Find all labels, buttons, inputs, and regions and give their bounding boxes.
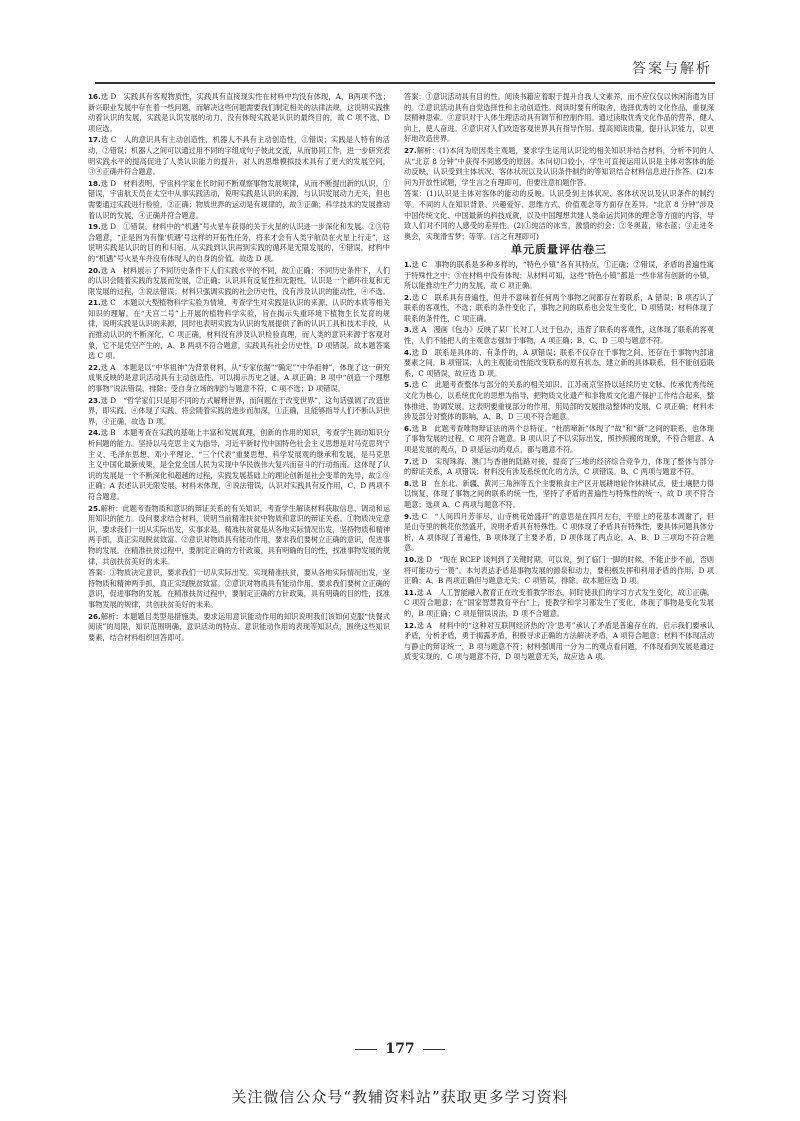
answer-item [404,260,714,292]
item-text: 答案：①意识活动具有目的性。阅读书籍应着眼于提升自我人文素养，而不应仅仅以休闲消遣为目的。②意识活动具有自觉选择性和主动创造性。阅读时要有所取舍，选择优秀的文化作品，重视深层精神思索。③意识对于人体生理活动具有调节和控制作用。通过读取优秀文化作品的营养，健人向上，使人奋进。④意识对人们改造客观世界具有指导作用。提高阅读质量，提升认识能力，以更好地改造世界。 [404,92,714,144]
answer-item [88,179,390,221]
item-number: 24. [88,428,101,438]
item-number: 7. [404,456,412,466]
answer-item [88,222,390,264]
item-text: 选 C 人的意识具有主动创造性，机器人不具有主动创造性，①错误；实践是人特有的活动，②错误；机器人之间可以通过用不同的字组成句子彼此交流，从而协同工作，进一步研究表明实践水平的提高促进了人类认识能力的提升，对人的思维模拟技术具有了更大的发展空间，③④正确并符合题意。 [88,135,390,177]
answer-item [404,424,714,456]
answer-item [404,457,714,478]
page-number-value: 177 [385,1041,415,1057]
answer-item [88,266,390,298]
item-number: 26. [88,611,101,621]
answer-item [88,396,390,428]
item-text: 解析：此题考查物质和意识的辩证关系的有关知识，考查学生解读材料获取信息、调动和运用知识的能力。设问要求结合材料，说明当前精准扶贫中物质和意识的辩证关系。①物质决定意识，要求我们一切从实际出发，实事求是。精准扶贫就是从各地实际情况出发，坚持物质和精神两手抓，真正实现脱贫致富。②意识对物质具有能动作用，要求我们要树立正确的意识，促进事物的发展。在精准扶贫过程中，要制定正确的方针政策，具有明确的目的性，找准事物发展的规律，共创扶贫美好的未来。 [88,503,390,566]
item-number: 25. [88,503,101,513]
item-text: 选 D 材料表明，宇宙科学家在长时间不断观察事物发展规律，从而不断提出新的认识。①错误，宇宙航天员在太空中从事实践活动，说明实践是认识的来源，与认识发展动力无关，但也需要通过实践进行检验，②正确；物质世界的运动是有规律的，故③正确；科学技术的发展推动着认识的发展，④正确并符合题意。 [88,178,390,220]
answer-item [404,512,714,554]
item-text: 选 B 本题考查在实践的基础上丰富和发展真理，创新的作用的知识，考查学生调动知识分析问题的能力。坚持以马克思主义为指导，习近平新时代中国特色社会主义思想是对马克思列宁主义、毛泽东思想、邓小平理论、“三个代表”重要思想、科学发展观的继承和发展，是马克思主义中国化最新成果，是全党全国人民为实现中华民族伟大复兴而奋斗的行动指南。这体现了认识的发展是一个不断深化和超越的过程，实践发展基础上的理论创新是社会变革的先导，故②③正确；A 表述认识无限发展，材料未体现，④说法错误，认识对实践具有反作用，C、D 两项不符合题意。 [88,428,390,501]
section-title: 单元质量评估卷三 [511,243,607,257]
item-text: 解析：(1)本问为原因类主观题，要求学生运用认识论的相关知识并结合材料，分析不同的人从“北京 8 分钟”中获得不同感受的原因。本问切口较小，学生可直接运用认识是主体对客体的能动反映、认识受到主体状况、客体状况以及认识条件制约的等知识结合材料信息进行作答。(2)本问为开放性试题，学生言之有理即可，但要注意扣题作答。 [404,145,714,187]
answer-item [404,92,714,145]
answer-item [404,348,714,380]
item-text: 选 D “哲学家们只是用不同的方式解释世界，而问题在于改变世界”，这句话强调了改造世界，即实践，④体现了实践、将会随着实践的进步而加深，①正确，且能够指导人们不断认识世界，④正确，故选 D 项。 [88,395,390,426]
item-number: 18. [88,178,101,188]
answer-item [88,135,390,177]
item-text: 选 D 实践具有客观物质性，实践具有直接现实性在材料中均没有体现，A、B两项不选；新兴职业发展中存在着一些问题，而解决这些问题需要我们制定相关的法律法规，这说明实践推动着认识的发展，实践是认识发展的动力，没有体现实践是认识的最终目的，故 C 项不选，D 项应选。 [88,92,390,133]
item-text: 选 B 在东北、新疆、黄河三角洲等五个主要粮食主产区开展耕地轮作休耕试点，使土壤肥力得以恢复，体现了事物之间的联系的统一性，坚持了矛盾的普遍性与特殊性的统一，故 D 项不符合题意；选项 A、C 两项与题意不符。 [404,478,714,509]
answer-item [404,293,714,325]
item-text: 选 C 此题考查整体与部分的关系的相关知识。江苏南京坚持以延续历史文脉、传承优秀传统文化为核心，以系统优化的思想为指导，把物质文化遗产和非物质文化遗产保护工作结合起来，整体推进、协调发展。这表明要重视部分的作用，用局部的发展推动整体的发展，C 项正确；材料未涉及部分对整体的影响，A、B、D 三项不符合题意。 [404,380,714,422]
item-number: 10. [404,554,417,564]
answer-item [88,612,390,644]
item-number: 21. [88,298,101,308]
item-text: 选 A 漫画《包办》反映了某厂长对工人过于包办，违背了联系的客观性，这体现了联系的客观性，人们不能把人的主观意志强加于事物，A 项正确；B、C、D 三项与题意不符。 [404,325,714,346]
item-text: 选 D “现在 RCEP 谈判到了关键时期，可以说，到了临门一脚的时候，不能止步不前，否则将可能功亏一篑”。本句表达矛盾是事物发展的源泉和动力，要积极发挥和利用矛盾的作用，D 项正确；A、B 两项正确但与题意无关；C 项错误，排除。故本题应选 D 项。 [404,554,714,586]
item-number: 3. [404,325,412,335]
item-number: 1. [404,259,412,269]
item-text: 选 C 事物的联系是多种多样的，“特色小镇”各有其特点，①正确；②错误，矛盾的普遍性寓于特殊性之中；③在材料中没有体现；从材料可知，这些“特色小镇”都是一些非常有创新的小镇，所以能推动生产力的发展，故 C 项正确。 [404,259,714,291]
item-number: 4. [404,347,412,357]
item-text: 选 A 材料展示了不同历史条件下人们实践水平的不同，故①正确；不同历史条件下，人们的认识会随着实践的发展而发展，②正确；认识具有反复性和无限性，认识是一个循环往复和无限发展的过程，③说法错误；材料只强调实践的社会历史性，没有涉及认识的能动性，④不选。 [88,265,390,296]
item-number: 22. [88,362,101,372]
item-text: 选 D 联系是具体的、有条件的，A 项错误；联系不仅存在于事物之间，还存在于事物内部诸要素之间，B 项错误；人的主观能动性能改变联系的原有状态，建立新的具体联系，但不能创造联系，C 项错误，故应选 D 项。 [404,347,714,378]
item-text: 解析：本题题目类型是措施类，要求运用意识能动作用的知识说明我们该如何克服“快餐式阅读”的局限，知识范围明确，意识活动的特点、意识能动作用的表现等知识点，围绕这些知识要素，结合材料组织回答即可。 [88,611,390,642]
right-column [404,92,714,1032]
item-number: 5. [404,380,412,390]
item-number: 8. [404,478,412,488]
item-number: 11. [404,587,417,597]
item-text: 选 A 人工智能融入教育正在改变着教学形态，同时使我们的学习方式发生变化，故①正确，C 项符合题意；在“国家智慧教育平台”上，使教学和学习都发生了变化，体现了事物是变化发展的，B 项正确；C 项是错误说法，D 项不合题意。 [404,587,714,618]
item-number: 9. [404,511,412,521]
left-column [88,92,390,1032]
item-text: 选 C “人间四月芳菲尽，山寺桃花始盛开”的意思是在四月左右，平原上的花基本凋谢了，但是山寺里的桃花依然盛开，说明矛盾具有特殊性。C 项体现了矛盾具有特殊性，要具体问题具体分析，A 项体现了普遍性，B 项体现了主要矛盾，D 项体现了两点论，A、B、D 三项均不符合题意。 [404,511,714,553]
item-text: 选 B 此题考查唯物辩证法的两个总特征。“杜鹃啼新”体现了“故”和“新”之间的联系，也体现了事物发展的过程，C 项符合题意。B 项认识了不以实际出发，照抄照搬的现象，不符合题意。A 项是发展的观点，D 项是运动的观点，都与题意不符。 [404,423,714,454]
header-divider [95,82,715,84]
item-text: 选 A 材料中的“这种对互联网经济热的‘冷’思考”承认了矛盾是普遍存在的，启示我们要承认矛盾，分析矛盾，勇于揭露矛盾，积极寻求正确的方法解决矛盾，A 项符合题意；材料不体现活动与静止的辩证统一，B 项与题意不符；材料强调用一分为二的观点看问题，不体现看到发展是通过质变实现的，C 项与题意不符，D 项与题意无关，故应选 A 项。 [404,620,714,662]
answer-item [404,146,714,188]
item-text: 选 D 实现珠海、澳门与香港的陆路对接，提高了三地的经济综合竞争力，体现了整体与部分的辩证关系，A 项错误；材料没有涉及系统优化的方法，C 项错误。B、C 两项与题意不符。 [404,456,714,477]
item-text: 选 D ①错误，材料中的“机遇”号火星车获得的关于火星的认识进一步深化和发展。②③符合题意，“正是因为有像‘机遇’号这样的开拓性任务，将来才会有人类宇航员在火星上行走”，这说明实践是认识的目的和归宿，从实践到认识再到实践的循环是无限发展的，④错误，材料中的“机遇”号火星车并没有体现人的自身的价值。故选 D 项。 [88,222,390,263]
answer-item [88,298,390,362]
answer-item [404,380,714,422]
answer-item [88,568,390,610]
answer-item [88,92,390,134]
answer-item [404,555,714,587]
answer-item [88,428,390,502]
item-number: 19. [88,222,101,232]
item-text: 选 C 联系具有普遍性，但并不意味着任何两个事物之间都存在着联系，A 错误；B 项否认了联系的客观性，不选；联系的条件变化了，事物之间的联系也会发生变化，D 项错误；材料体现了联系的条件性，C 项正确。 [404,292,714,323]
item-number: 20. [88,265,101,275]
answer-item [88,363,390,395]
item-text: 选 A 本题是以“中华祖神”为背景材料，从“专家依据”“确定”“中华祖神”，体现了这一研究成果反映的是意识活动具有主动创造性，可以揭示历史之谜，A 项正确；B 项中“创造一个理想的事物”说法错误，排除；受自身立场的制约与题意不符，C 项不选；D 项错误。 [88,362,390,394]
answer-item [88,504,390,568]
answer-item [404,621,714,663]
header-title: 答案与解析 [632,61,712,77]
answer-item [404,479,714,511]
footer-note: 关注微信公众号“教辅资料站”获取更多学习资料 [231,1088,569,1106]
item-number: 16. [88,92,101,101]
item-number: 2. [404,292,412,302]
item-number: 27. [404,145,417,155]
item-number: 23. [88,395,101,405]
item-text: 选 C 本题以大型植物科学实验为情境，考查学生对实践是认识的来源、认识的本质等相关知识的理解。在“天宫二号”上开展的植物科学实验，旨在揭示失重环境下植物生长发育的规律，说明实践是认识的来源，同时也表明实践为认识的发展提供了新的认识工具和技术手段，从而推动认识的不断深化，C 项正确，材料没有涉及认识检验真理，而人类的意识来源于客观对象，它不是凭空产生的，A、B 两项不符合题意，实践具有社会历史性，D 项错误。故本题答案选 C 项。 [88,298,390,361]
page-number [0,1041,800,1057]
answer-item [404,325,714,346]
item-text: 答案：(1)认识是主体对客体的能动的反映。认识受到主体状况、客体状况以及认识条件的制约等。不同的人在知识背景、兴趣爱好、思维方式、价值观念等方面存在差异。“北京 8 分钟”涉及中国传统文化、中国最新的科技成就，以及中国理想共建人类命运共同体的理念等方面的内容，导致人们对不同的人感受的差异性。(2)①纯洁的冰雪，激情的约会；②冬奥蓝，常态蓝；③走进冬奥会，实现滑雪梦；等等。(言之有理即可) [404,189,714,241]
answer-item [404,189,714,242]
item-text: 答案：①物质决定意识，要求我们一切从实际出发。实现精准扶贫，要从各地实际情况出发，坚持物质和精神两手抓，真正实现脱贫致富。②意识对物质具有能动作用，要求我们要树立正确的意识，促进事物的发展。在精准扶贫过程中，要制定正确的方针政策，具有明确的目的性，找准事物发展的规律，共创扶贫美好的未来。 [88,568,390,609]
item-number: 12. [404,620,417,630]
item-number: 17. [88,135,101,145]
answer-item [404,588,714,620]
item-number: 6. [404,423,412,433]
